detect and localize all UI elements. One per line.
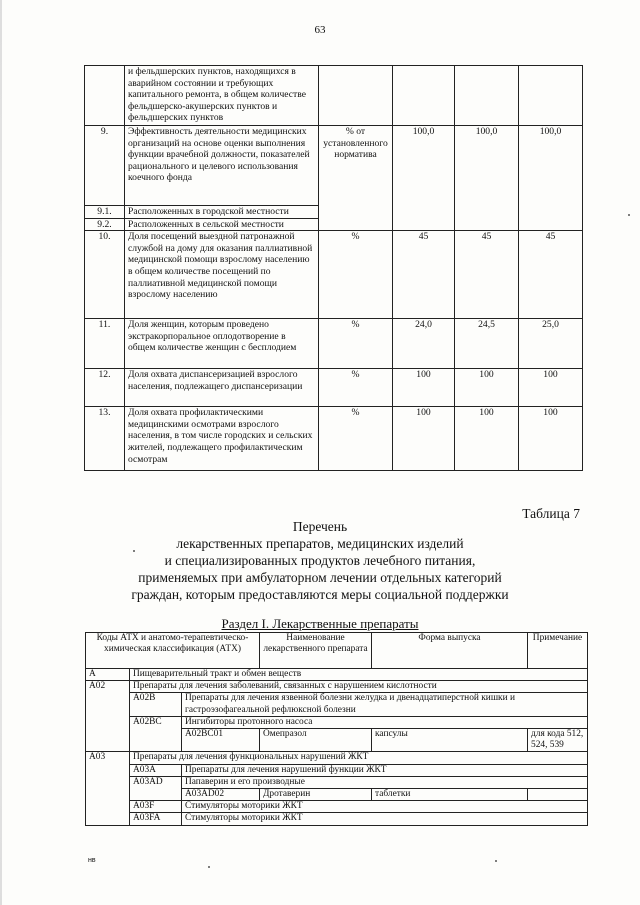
value-cell: 24,5 <box>455 319 519 369</box>
indicator-text: Расположенных в сельской местности <box>125 218 319 231</box>
value-cell <box>455 66 519 126</box>
value-cell: 100,0 <box>455 126 519 231</box>
drug-name: Омепразол <box>260 729 372 752</box>
drugs-table <box>85 632 588 826</box>
atc-group: Ингибиторы протонного насоса <box>182 716 588 728</box>
header-note: Примечание <box>528 633 588 669</box>
header-form: Форма выпуска <box>372 633 528 669</box>
scan-speck <box>495 860 497 862</box>
value-cell: 100,0 <box>519 126 583 231</box>
header-codes: Коды АТХ и анатомо-терапевтическо-химическая классификация (АТХ) <box>86 633 260 669</box>
scan-speck <box>133 550 135 552</box>
atc-group: Препараты для лечения функциональных нарушений ЖКТ <box>130 752 588 764</box>
table-row <box>85 66 583 126</box>
value-cell: 100 <box>455 407 519 471</box>
table-row <box>85 319 583 369</box>
table-row <box>86 693 588 716</box>
atc-group: Пищеварительный тракт и обмен веществ <box>130 669 588 681</box>
atc-group: Препараты для лечения заболеваний, связанных с нарушением кислотности <box>130 681 588 693</box>
atc-code: A03AD <box>130 776 182 800</box>
atc-code: A03F <box>130 801 182 813</box>
indicator-text: Доля посещений выездной патронажной службой на дому для оказания паллиативной медицинской помощи взрослому населению в общем количестве посещений по паллиативной медицинской помощи взрослому населению <box>125 231 319 319</box>
drug-form: таблетки <box>372 789 528 801</box>
atc-code: A02BC <box>130 716 182 752</box>
table-header-row <box>86 633 588 669</box>
atc-group: Стимуляторы моторики ЖКТ <box>182 801 588 813</box>
table-row <box>86 764 588 776</box>
drug-note: для кода 512, 524, 539 <box>528 729 588 752</box>
row-number: 12. <box>85 369 125 407</box>
unit-cell: % <box>319 319 393 369</box>
indicator-text: Доля женщин, которым проведено экстракорпоральное оплодотворение в общем количестве женщин с бесплодием <box>125 319 319 369</box>
footer-mark: нв <box>88 857 96 864</box>
atc-group: Препараты для лечения язвенной болезни желудка и двенадцатиперстной кишки и гастроэзофагеальной рефлюксной болезни <box>182 693 588 716</box>
table-row <box>86 681 588 693</box>
row-number: 9.1. <box>85 206 125 219</box>
atc-group: Препараты для лечения нарушений функции ЖКТ <box>182 764 588 776</box>
scan-speck <box>628 214 630 216</box>
value-cell: 24,0 <box>393 319 455 369</box>
row-number <box>85 66 125 126</box>
table-label: Таблица 7 <box>522 506 580 521</box>
value-cell: 45 <box>519 231 583 319</box>
indicator-text: Эффективность деятельности медицинских организаций на основе оценки выполнения функции врачебной должности, показателей рационального и целевого использования коечного фонда <box>125 126 319 206</box>
value-cell: 100 <box>455 369 519 407</box>
table-row <box>85 369 583 407</box>
row-number: 10. <box>85 231 125 319</box>
atc-group: Стимуляторы моторики ЖКТ <box>182 813 588 825</box>
row-number: 11. <box>85 319 125 369</box>
unit-cell: % <box>319 369 393 407</box>
table-row <box>86 669 588 681</box>
scan-speck <box>208 866 210 868</box>
value-cell: 45 <box>455 231 519 319</box>
indicator-text: Расположенных в городской местности <box>125 206 319 219</box>
atc-code: A02B <box>130 693 182 716</box>
list-title-line: граждан, которым предоставляются меры социальной поддержки <box>131 587 509 602</box>
table-row <box>86 716 588 728</box>
row-number: 9. <box>85 126 125 206</box>
header-name: Наименование лекарственного препарата <box>260 633 372 669</box>
atc-code: A03AD02 <box>182 789 260 801</box>
list-title-line: и специализированных продуктов лечебного питания, <box>164 553 476 568</box>
atc-code: A02BC01 <box>182 729 260 752</box>
value-cell: 100 <box>393 407 455 471</box>
drug-name: Дротаверин <box>260 789 372 801</box>
atc-group: Папаверин и его производные <box>182 776 588 788</box>
table-row <box>85 126 583 206</box>
value-cell: 100 <box>519 407 583 471</box>
value-cell: 100 <box>519 369 583 407</box>
section-title: Раздел I. Лекарственные препараты <box>221 616 419 631</box>
value-cell: 100 <box>393 369 455 407</box>
value-cell <box>393 66 455 126</box>
table-row <box>86 801 588 813</box>
table-row <box>85 407 583 471</box>
indicator-text: Доля охвата диспансеризацией взрослого населения, подлежащего диспансеризации <box>125 369 319 407</box>
value-cell <box>519 66 583 126</box>
unit-cell: % <box>319 231 393 319</box>
atc-code: A03FA <box>130 813 182 825</box>
unit-cell: % <box>319 407 393 471</box>
table-row <box>85 231 583 319</box>
row-number: 9.2. <box>85 218 125 231</box>
unit-cell: % от установленного норматива <box>319 126 393 231</box>
atc-code: A <box>86 669 130 681</box>
table-row <box>86 776 588 788</box>
drug-form: капсулы <box>372 729 528 752</box>
list-title: Перечень <box>292 519 348 534</box>
indicator-text: и фельдшерских пунктов, находящихся в аварийном состоянии и требующих капитального ремонта, в общем количестве фельдшерско-акушерских пунктов и фельдшерских пунктов <box>125 66 319 126</box>
indicators-table <box>84 65 583 471</box>
page-number: 63 <box>314 24 326 36</box>
list-title-line: лекарственных препаратов, медицинских изделий <box>176 536 464 551</box>
value-cell: 45 <box>393 231 455 319</box>
scan-edge <box>0 0 2 905</box>
unit-cell <box>319 66 393 126</box>
list-title-line: применяемых при амбулаторном лечении отдельных категорий <box>138 570 502 585</box>
table-row <box>86 752 588 764</box>
atc-code: A03A <box>130 764 182 776</box>
atc-code: A02 <box>86 681 130 752</box>
atc-code: A03 <box>86 752 130 825</box>
drug-note <box>528 789 588 801</box>
indicator-text: Доля охвата профилактическими медицинскими осмотрами взрослого населения, в том числе городских и сельских жителей, подлежащего профилактическим осмотрам <box>125 407 319 471</box>
table-row <box>86 813 588 825</box>
value-cell: 25,0 <box>519 319 583 369</box>
value-cell: 100,0 <box>393 126 455 231</box>
row-number: 13. <box>85 407 125 471</box>
